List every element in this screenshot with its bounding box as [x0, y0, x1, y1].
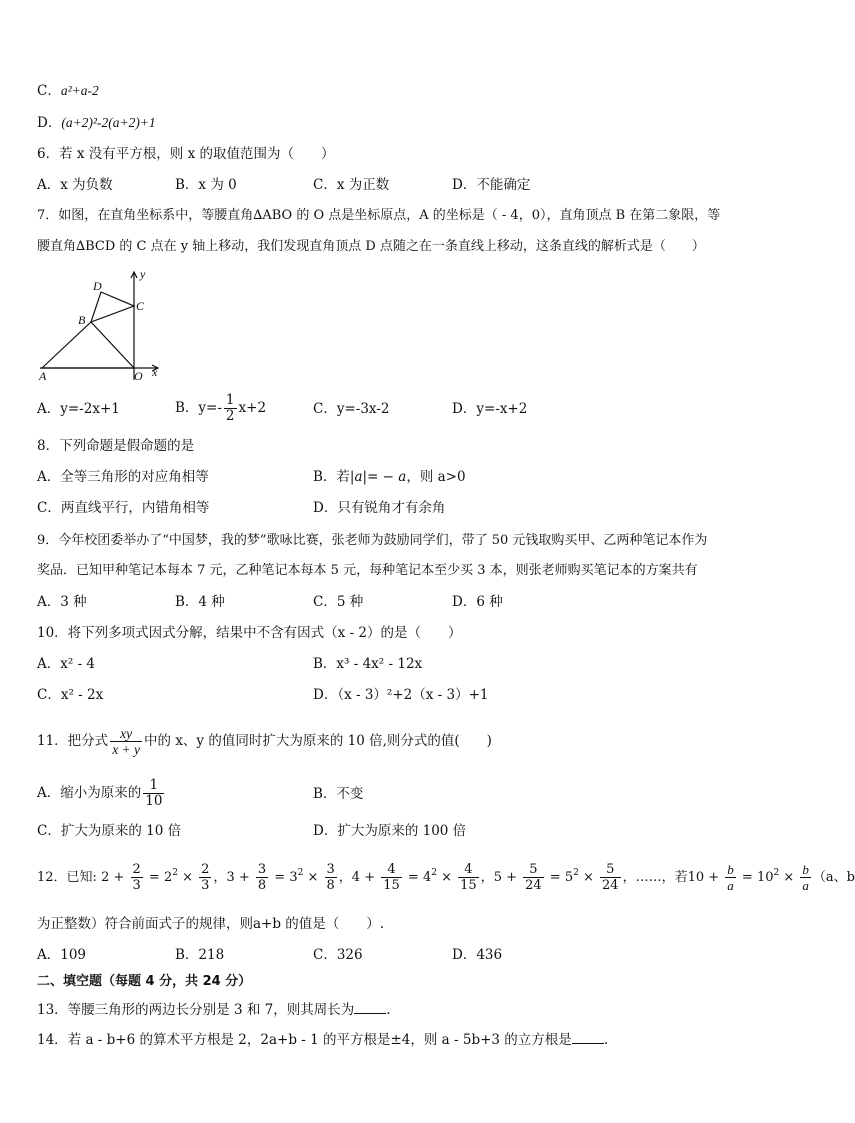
q12-option-c: C．326: [313, 947, 363, 963]
q9-option-b: B．4 种: [175, 594, 225, 610]
q10-option-b: B．x³ - 4x² - 12x: [313, 656, 423, 672]
q8-option-d: D．只有锐角才有余角: [313, 500, 446, 516]
q6-option-b: B．x 为 0: [175, 177, 237, 193]
q12-option-d: D．436: [452, 947, 503, 963]
q12-eq-general: 10 + $\frac{b}{a}$ = $10^2$ × $\frac{b}{a}$: [687, 862, 809, 893]
section-title-fill-in: 二、填空题（每题 4 分，共 24 分）: [37, 974, 252, 989]
q12-eq-2: 3 + $\frac{3}{8}$ = $3^2$ × $\frac{3}{8}$: [226, 862, 335, 893]
q11-option-b: B．不变: [313, 786, 364, 802]
label-c: C: [136, 299, 145, 313]
q9-stem-line1: 9．今年校团委举办了“中国梦，我的梦”歌咏比赛，张老师为鼓励同学们，带了 50 元钱取购买甲、乙两种笔记本作为: [37, 533, 708, 548]
q7-figure: [36, 266, 166, 382]
q11-option-a-fraction: $\frac{1}{10}$: [145, 777, 163, 809]
q7-option-b-fraction: $\frac{1}{2}$: [225, 392, 235, 424]
q12-stem-line1: 12．已知: 2 + $\frac{2}{3}$ = $2^2$ × $\frac{2}{3}$ ，3 + $\frac{3}{8}$ = $3^2$ × $\frac{3}{8}$ ，4 + $\frac{4}{15}$ = $4^2$ × $\frac{4}{15}$ ，5 + $\frac{5}{24}$ = $5^2$ × $\frac{5}{24}$ ，……，若10 + $\frac{b}{a}$ = $10^2$ × $\frac{b}{a}$ （a、b: [37, 862, 855, 893]
q8-stem: 8．下列命题是假命题的是: [37, 438, 195, 454]
q5-option-c-expr: a²+a-2: [60, 83, 99, 98]
q6-option-a: A．x 为负数: [37, 177, 113, 193]
q12-stem-line2: 为正整数）符合前面式子的规律，则a+b 的值是（ ）.: [37, 916, 385, 932]
q7-option-c: C．y=-3x-2: [313, 401, 390, 417]
q5-option-d: D．(a+2)²-2(a+2)+1: [37, 115, 156, 131]
q9-option-d: D．6 种: [452, 594, 503, 610]
q5-option-d-expr: (a+2)²-2(a+2)+1: [61, 115, 156, 130]
q6-option-c: C．x 为正数: [313, 177, 390, 193]
q8-option-a: A．全等三角形的对应角相等: [37, 469, 209, 485]
q5-option-c: C．a²+a-2: [37, 83, 99, 99]
q9-option-a: A．3 种: [37, 594, 87, 610]
q6-stem: 6．若 x 没有平方根，则 x 的取值范围为（ ）: [37, 146, 335, 162]
q10-option-a: A．x² - 4: [37, 656, 96, 672]
q11-option-a: A．缩小为原来的 $\frac{1}{10}$: [37, 777, 163, 809]
q7-stem-line1: 7．如图，在直角坐标系中，等腰直角∆ABO 的 O 点是坐标原点，A 的坐标是（ - 4，0），直角顶点 B 在第二象限，等: [37, 208, 721, 223]
q12-eq-3: 4 + $\frac{4}{15}$ = $4^2$ × $\frac{4}{15}$: [351, 862, 477, 893]
q14-stem: 14．若 a - b+6 的算术平方根是 2，2a+b - 1 的平方根是±4，则 a - 5b+3 的立方根是 .: [37, 1032, 609, 1048]
q12-eq-1: 2 + $\frac{2}{3}$ = $2^2$ × $\frac{2}{3}$: [101, 862, 210, 893]
q10-option-c: C．x² - 2x: [37, 687, 104, 703]
label-y: y: [140, 267, 146, 281]
q9-option-c: C．5 种: [313, 594, 364, 610]
q12-option-b: B．218: [175, 947, 225, 963]
label-a: A: [39, 369, 47, 383]
q11-stem: 11．把分式 $\frac{xy}{x + y}$ 中的 x、y 的值同时扩大为原来的 10 倍,则分式的值( ): [37, 726, 492, 757]
label-o: O: [134, 369, 143, 383]
q7-option-d: D．y=-x+2: [452, 401, 528, 417]
q12-eq-4: 5 + $\frac{5}{24}$ = $5^2$ × $\frac{5}{24}$: [493, 862, 619, 893]
label-b: B: [78, 313, 86, 327]
q10-option-d: D．（x - 3）²+2（x - 3）+1: [313, 687, 489, 703]
q14-answer-blank[interactable]: [572, 1031, 604, 1044]
q12-option-a: A．109: [37, 947, 87, 963]
label-x: x: [152, 365, 158, 379]
q6-option-d: D．不能确定: [452, 177, 531, 193]
label-d: D: [93, 279, 102, 293]
q8-option-c: C．两直线平行，内错角相等: [37, 500, 210, 516]
q13-stem: 13．等腰三角形的两边长分别是 3 和 7，则其周长为 .: [37, 1002, 391, 1018]
triangle-abo: [42, 322, 134, 368]
q9-stem-line2: 奖品．已知甲种笔记本每本 7 元，乙种笔记本每本 5 元，每种笔记本至少买 3 本，则张老师购买笔记本的方案共有: [37, 563, 698, 578]
q13-answer-blank[interactable]: [354, 1001, 386, 1014]
q11-fraction: $\frac{xy}{x + y}$: [112, 726, 141, 757]
q7-option-a: A．y=-2x+1: [37, 401, 120, 417]
q11-option-c: C．扩大为原来的 10 倍: [37, 823, 182, 839]
q7-stem-line2: 腰直角∆BCD 的 C 点在 y 轴上移动，我们发现直角顶点 D 点随之在一条直线上移动，这条直线的解析式是（ ）: [37, 239, 705, 254]
q8-option-b: B．若|𝑎|= − 𝑎，则 a>0: [313, 469, 466, 485]
q11-option-d: D．扩大为原来的 100 倍: [313, 823, 467, 839]
triangle-bcd: [91, 292, 134, 322]
q10-stem: 10．将下列多项式因式分解，结果中不含有因式（x - 2）的是（ ）: [37, 625, 462, 641]
q7-option-b: B．y=- $\frac{1}{2}$ x+2: [175, 392, 267, 424]
